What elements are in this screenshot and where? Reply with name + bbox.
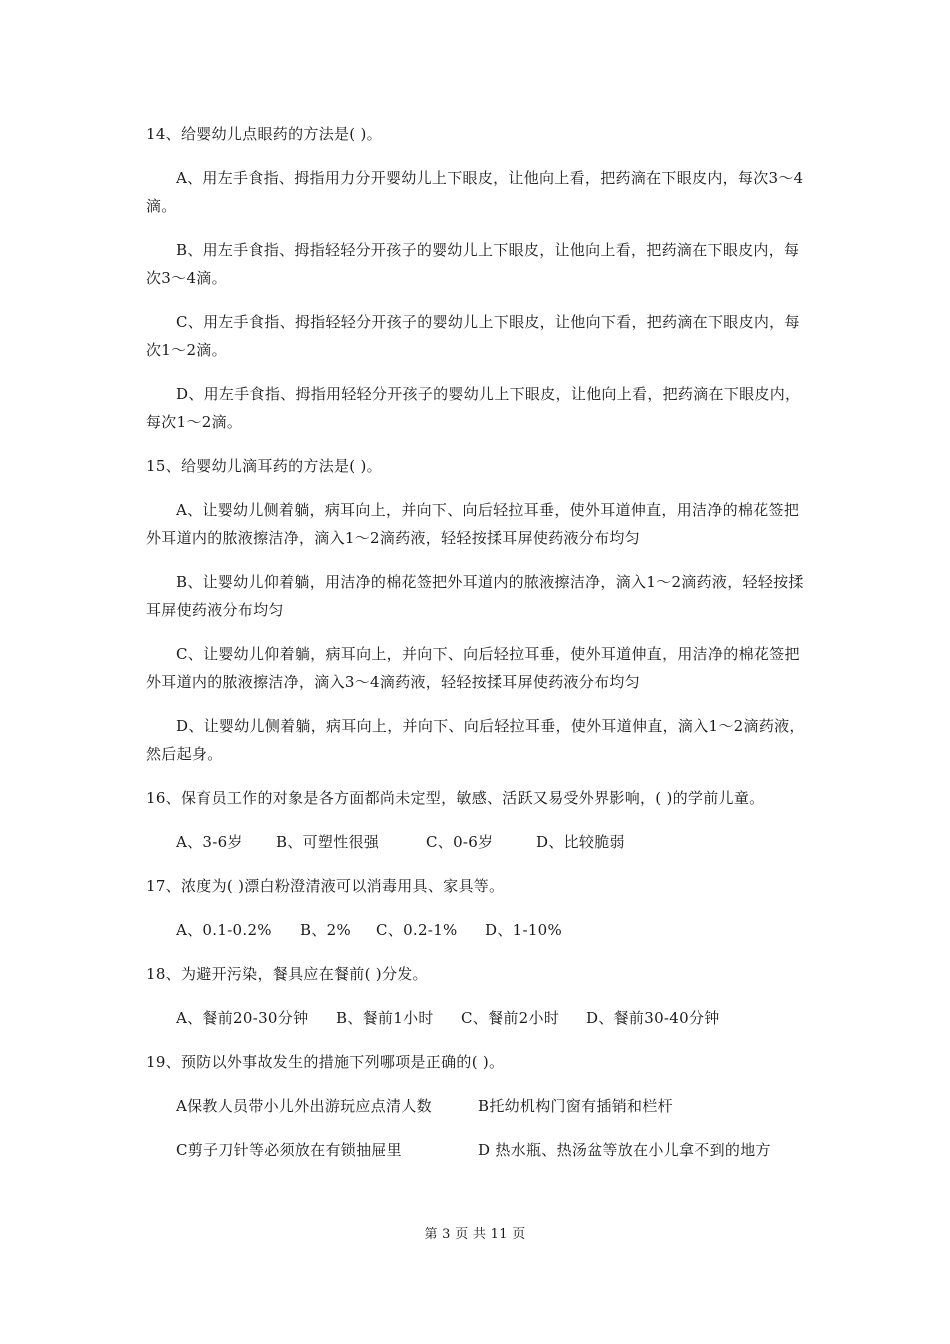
question-stem: 19、预防以外事故发生的措施下列哪项是正确的( )。 — [146, 1053, 505, 1071]
option-c: C剪子刀针等必须放在有锁抽屉里 — [176, 1141, 402, 1159]
option-b: B、让婴幼儿仰着躺，用洁净的棉花签把外耳道内的脓液擦洁净，滴入1～2滴药液，轻轻按揉耳屏使药液分布均匀 — [146, 573, 804, 619]
option-c: C、0.2-1% — [376, 921, 458, 939]
option-c: C、用左手食指、拇指轻轻分开孩子的婴幼儿上下眼皮，让他向下看，把药滴在下眼皮内，每次1～2滴。 — [146, 313, 800, 359]
option-d: D、1-10% — [485, 921, 563, 939]
option-a: A、让婴幼儿侧着躺，病耳向上，并向下、向后轻拉耳垂，使外耳道伸直，用洁净的棉花签把外耳道内的脓液擦洁净，滴入1～2滴药液，轻轻按揉耳屏使药液分布均匀 — [146, 501, 800, 547]
option-row — [176, 1092, 810, 1120]
option-d: D 热水瓶、热汤盆等放在小儿拿不到的地方 — [478, 1141, 771, 1159]
option-b: B、可塑性很强 — [276, 833, 380, 851]
option-row — [176, 916, 810, 944]
option-b: B、餐前1小时 — [336, 1009, 434, 1027]
option-a: A保教人员带小儿外出游玩应点清人数 — [176, 1097, 432, 1115]
question-stem: 14、给婴幼儿点眼药的方法是( )。 — [146, 125, 382, 143]
option-c: C、餐前2小时 — [461, 1009, 560, 1027]
option-a: A、餐前20-30分钟 — [176, 1009, 309, 1027]
option-row — [176, 1004, 810, 1032]
option-c: C、让婴幼儿仰着躺，病耳向上，并向下、向后轻拉耳垂，使外耳道伸直，用洁净的棉花签把外耳道内的脓液擦洁净，滴入3～4滴药液，轻轻按揉耳屏使药液分布均匀 — [146, 645, 800, 691]
question-stem: 17、浓度为( )漂白粉澄清液可以消毒用具、家具等。 — [146, 877, 505, 895]
option-d: D、比较脆弱 — [536, 833, 625, 851]
question-stem: 15、给婴幼儿滴耳药的方法是( )。 — [146, 457, 382, 475]
option-d: D、用左手食指、拇指用轻轻分开孩子的婴幼儿上下眼皮，让他向上看，把药滴在下眼皮内，每次1～2滴。 — [146, 385, 801, 431]
option-row — [176, 828, 810, 856]
option-c: C、0-6岁 — [426, 833, 494, 851]
option-a: A、0.1-0.2% — [176, 921, 272, 939]
option-a: A、用左手食指、拇指用力分开婴幼儿上下眼皮，让他向上看，把药滴在下眼皮内，每次3～4滴。 — [146, 169, 804, 215]
option-a: A、3-6岁 — [176, 833, 243, 851]
option-d: D、让婴幼儿侧着躺，病耳向上，并向下、向后轻拉耳垂，使外耳道伸直，滴入1～2滴药液，然后起身。 — [146, 717, 805, 763]
option-b: B托幼机构门窗有插销和栏杆 — [478, 1097, 673, 1115]
option-d: D、餐前30-40分钟 — [586, 1009, 720, 1027]
question-stem: 16、保育员工作的对象是各方面都尚未定型，敏感、活跃又易受外界影响，( )的学前儿童。 — [146, 789, 765, 807]
question-list — [146, 120, 810, 1180]
option-row — [176, 1136, 810, 1164]
question-stem: 18、为避开污染，餐具应在餐前( )分发。 — [146, 965, 428, 983]
option-b: B、用左手食指、拇指轻轻分开孩子的婴幼儿上下眼皮，让他向上看，把药滴在下眼皮内，每次3～4滴。 — [146, 241, 800, 287]
page-number-footer: 第 3 页 共 11 页 — [424, 1227, 526, 1242]
option-b: B、2% — [300, 921, 352, 939]
